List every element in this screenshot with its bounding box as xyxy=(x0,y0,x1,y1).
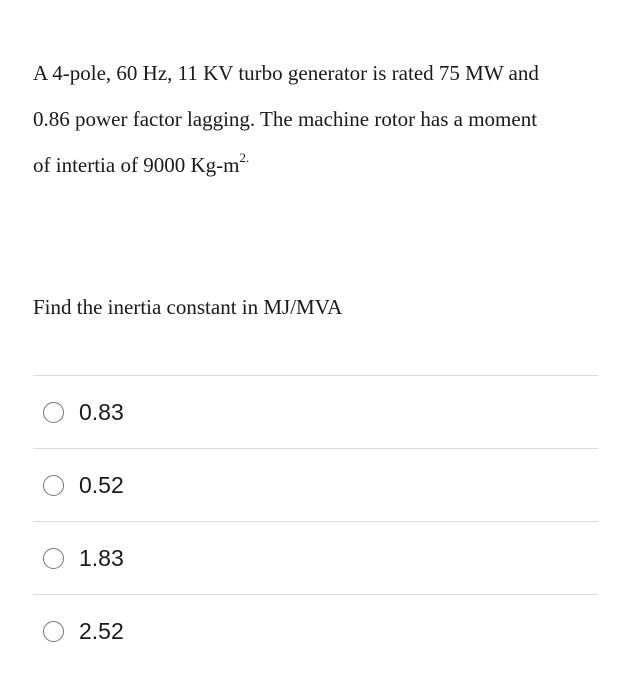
question-prompt: Find the inertia constant in MJ/MVA xyxy=(33,295,343,319)
answer-option-label: 0.52 xyxy=(79,471,124,498)
radio-button-icon[interactable] xyxy=(43,402,64,423)
answer-option-3[interactable] xyxy=(33,521,598,594)
question-line-1: A 4-pole, 60 Hz, 11 KV turbo generator is rated 75 MW and xyxy=(33,61,539,85)
question-line-3: of intertia of 9000 Kg-m xyxy=(33,153,240,177)
answer-options xyxy=(33,375,598,667)
question-line-2: 0.86 power factor lagging. The machine rotor has a moment xyxy=(33,107,538,131)
radio-button-icon[interactable] xyxy=(43,621,64,642)
answer-option-label: 1.83 xyxy=(79,544,124,571)
answer-option-label: 0.83 xyxy=(79,398,124,425)
answer-option-1[interactable] xyxy=(33,375,598,448)
question-text xyxy=(33,50,603,188)
answer-option-2[interactable] xyxy=(33,448,598,521)
answer-option-label: 2.52 xyxy=(79,617,124,644)
radio-button-icon[interactable] xyxy=(43,548,64,569)
question-superscript: 2. xyxy=(239,150,250,165)
radio-button-icon[interactable] xyxy=(43,475,64,496)
answer-option-4[interactable] xyxy=(33,594,598,667)
